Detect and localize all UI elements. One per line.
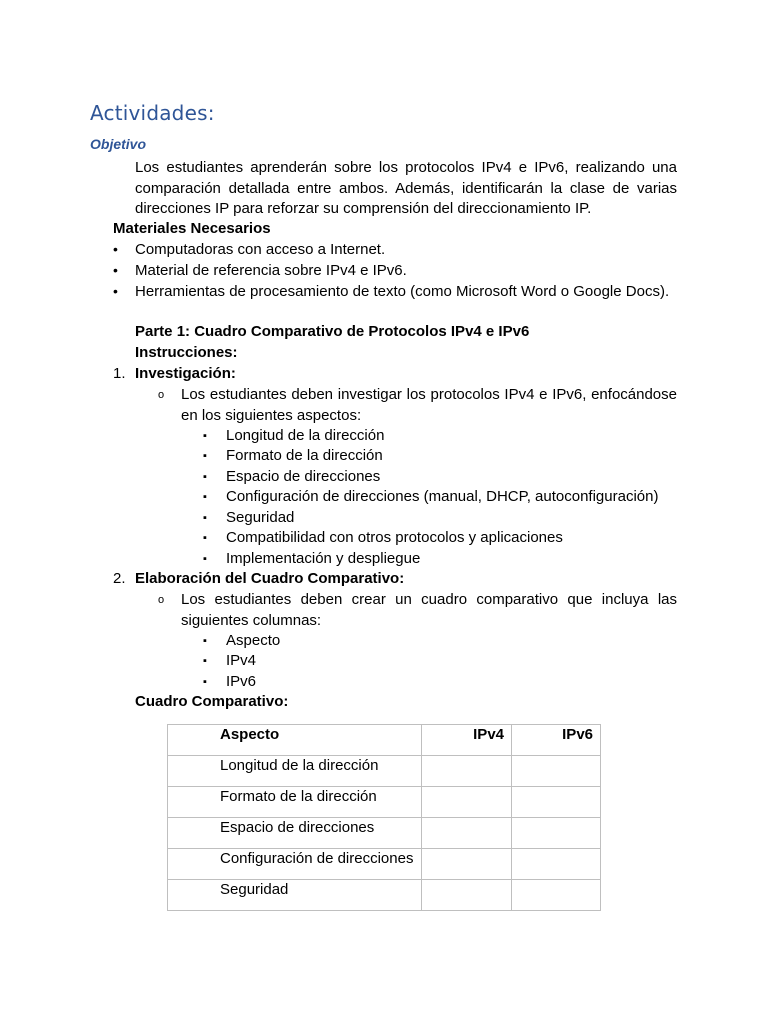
bullet-icon: • (113, 262, 118, 278)
square-bullet-icon: ▪ (203, 491, 207, 503)
aspect-item: Longitud de la dirección (226, 427, 385, 444)
square-bullet-icon: ▪ (203, 471, 207, 483)
materials-item: Material de referencia sobre IPv4 e IPv6. (135, 262, 407, 279)
objective-line: comparación detallada entre ambos. Además, identificarán la clase de varias (135, 179, 677, 197)
table-cell (422, 756, 512, 787)
step-description (181, 590, 677, 631)
table-label: Cuadro Comparativo: (135, 693, 289, 710)
step-description (181, 385, 677, 426)
table-row (168, 880, 601, 911)
aspect-item: Compatibilidad con otros protocolos y aplicaciones (226, 529, 563, 546)
step-number: 1. (113, 365, 126, 382)
table-cell: Formato de la dirección (168, 787, 422, 818)
table-cell (512, 880, 601, 911)
table-header-cell: Aspecto (168, 725, 422, 756)
table-row (168, 756, 601, 787)
table-cell (512, 849, 601, 880)
aspect-item: Configuración de direcciones (manual, DHCP, autoconfiguración) (226, 488, 659, 505)
objective-line: Los estudiantes aprenderán sobre los protocolos IPv4 e IPv6, realizando una (135, 159, 677, 176)
step-description-line: Los estudiantes deben crear un cuadro comparativo que incluya las (181, 591, 677, 608)
column-item: Aspecto (226, 632, 281, 649)
comparison-table (167, 724, 601, 911)
objective-heading: Objetivo (90, 136, 147, 152)
table-cell: Longitud de la dirección (168, 756, 422, 787)
step-title: Investigación: (135, 365, 236, 382)
table-header-cell: IPv4 (422, 725, 512, 756)
materials-item: Herramientas de procesamiento de texto (como Microsoft Word o Google Docs). (135, 283, 670, 300)
square-bullet-icon: ▪ (203, 553, 207, 565)
objective-paragraph (135, 158, 677, 220)
table-cell (422, 849, 512, 880)
square-bullet-icon: ▪ (203, 450, 207, 462)
step-title: Elaboración del Cuadro Comparativo: (135, 570, 405, 587)
table-cell: Espacio de direcciones (168, 818, 422, 849)
step-number: 2. (113, 570, 126, 587)
page-title: Actividades: (90, 101, 215, 125)
table-row (168, 818, 601, 849)
step-description-line: Los estudiantes deben investigar los protocolos IPv4 e IPv6, enfocándose (181, 386, 677, 403)
circle-bullet-icon: o (158, 389, 165, 401)
table-cell (512, 787, 601, 818)
square-bullet-icon: ▪ (203, 532, 207, 544)
table-row (168, 787, 601, 818)
table-cell (422, 787, 512, 818)
step-description-line: siguientes columnas: (181, 611, 322, 629)
aspect-item: Seguridad (226, 509, 295, 526)
square-bullet-icon: ▪ (203, 430, 207, 442)
column-item: IPv6 (226, 673, 257, 690)
bullet-icon: • (113, 283, 118, 299)
column-item: IPv4 (226, 652, 257, 669)
objective-line: direcciones IP para reforzar su comprensión del direccionamiento IP. (135, 200, 592, 217)
square-bullet-icon: ▪ (203, 635, 207, 647)
table-cell: Seguridad (168, 880, 422, 911)
circle-bullet-icon: o (158, 594, 165, 606)
aspect-item: Espacio de direcciones (226, 468, 381, 485)
table-cell: Configuración de direcciones (168, 849, 422, 880)
table-cell (422, 818, 512, 849)
materials-item: Computadoras con acceso a Internet. (135, 241, 386, 258)
table-row (168, 849, 601, 880)
table-header-row (168, 725, 601, 756)
step-description-line: en los siguientes aspectos: (181, 406, 362, 424)
square-bullet-icon: ▪ (203, 676, 207, 688)
table-header-cell: IPv6 (512, 725, 601, 756)
table-cell (512, 818, 601, 849)
table-cell (422, 880, 512, 911)
aspect-item: Implementación y despliegue (226, 550, 421, 567)
instructions-label: Instrucciones: (135, 344, 238, 361)
square-bullet-icon: ▪ (203, 512, 207, 524)
bullet-icon: • (113, 241, 118, 257)
square-bullet-icon: ▪ (203, 655, 207, 667)
part1-heading: Parte 1: Cuadro Comparativo de Protocolos IPv4 e IPv6 (135, 323, 530, 340)
table-cell (512, 756, 601, 787)
aspect-item: Formato de la dirección (226, 447, 383, 464)
materials-heading: Materiales Necesarios (113, 220, 271, 237)
